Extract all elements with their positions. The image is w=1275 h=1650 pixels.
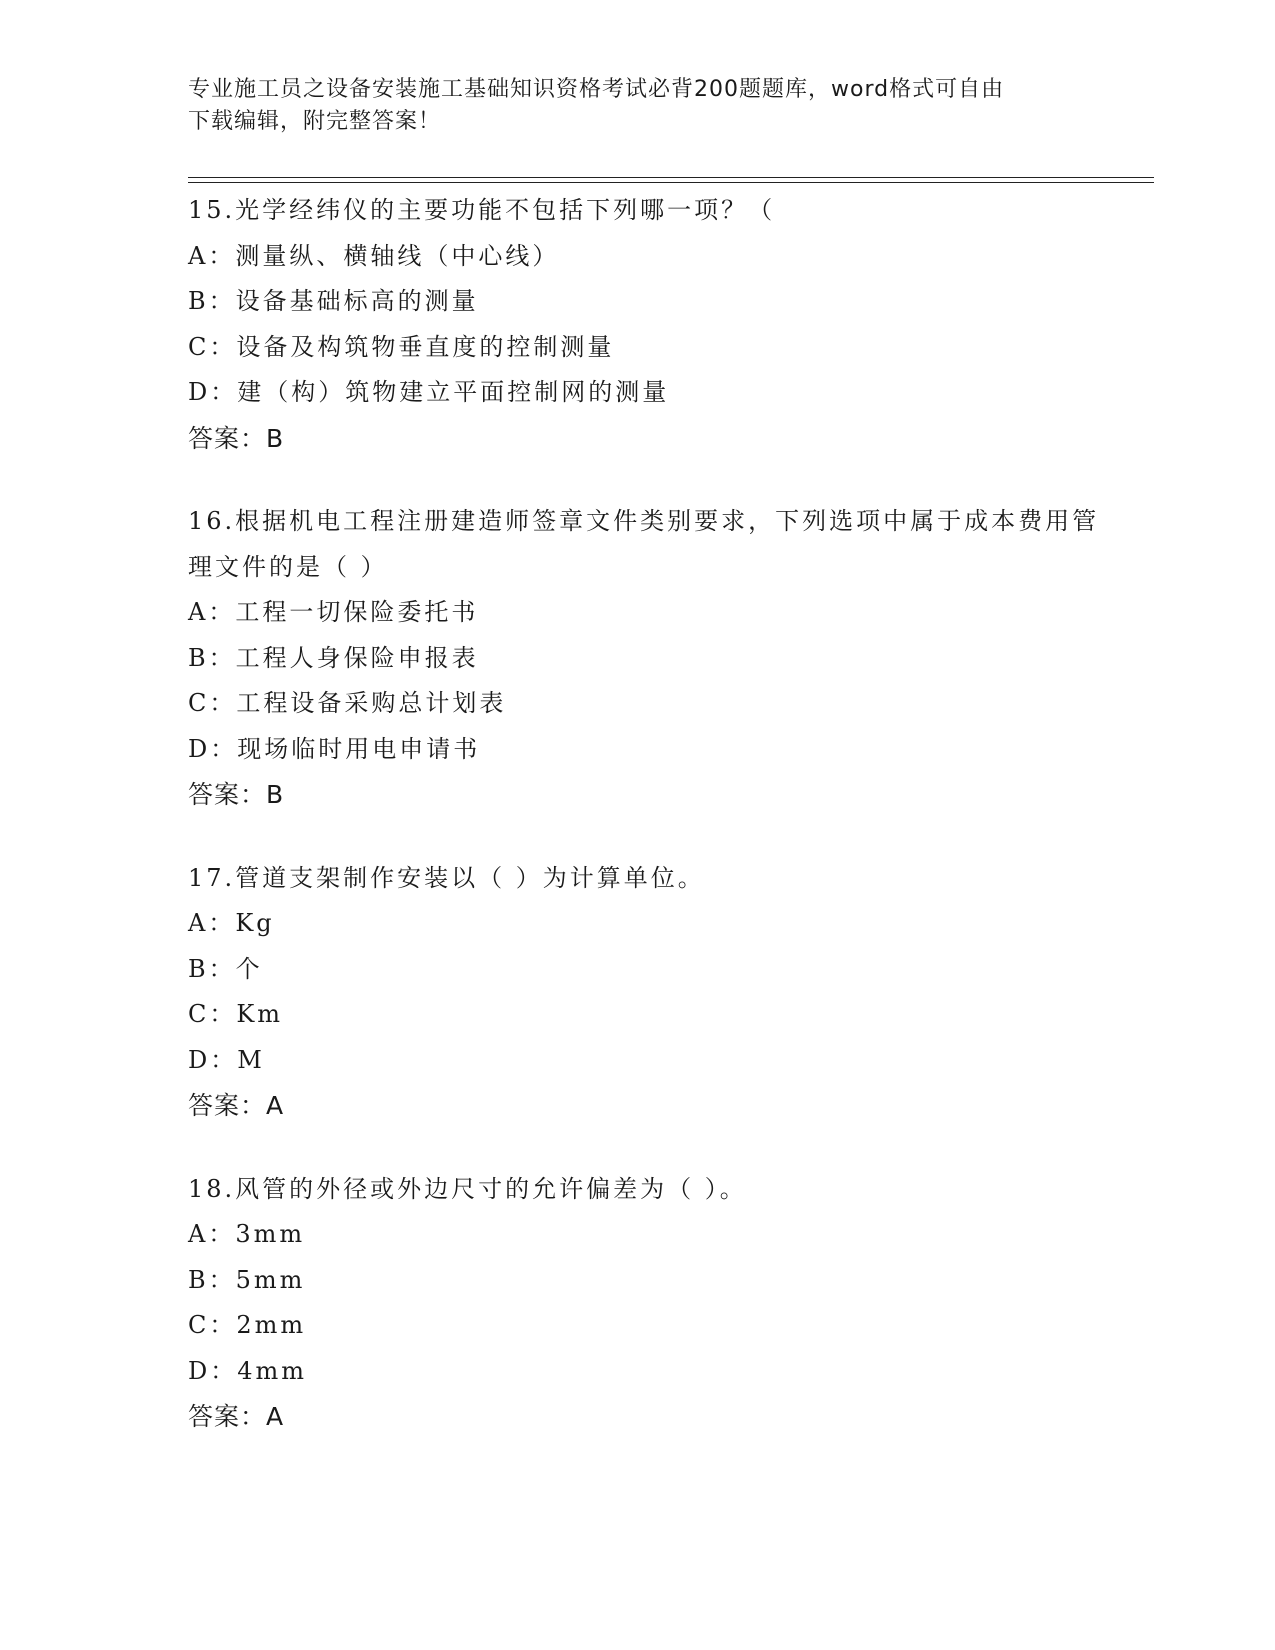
option-d: D：建（构）筑物建立平面控制网的测量	[188, 378, 670, 406]
header-line-2: 下载编辑，附完整答案！	[188, 109, 442, 134]
option-c: C：工程设备采购总计划表	[188, 689, 507, 717]
option-b: B：工程人身保险申报表	[188, 643, 479, 672]
question-list	[188, 188, 1108, 1478]
option-a: A：测量纵、横轴线（中心线）	[188, 241, 560, 270]
option-b: B：5mm	[188, 1265, 306, 1294]
option-c: C：Km	[188, 1000, 284, 1028]
question-title: 17.管道支架制作安装以（ ）为计算单位。	[188, 863, 705, 892]
option-c: C：设备及构筑物垂直度的控制测量	[188, 332, 615, 361]
answer: 答案：A	[188, 1402, 285, 1431]
document-header	[188, 74, 1088, 138]
option-d: D：4mm	[188, 1356, 308, 1385]
option-c: C：2mm	[188, 1311, 307, 1339]
question-18	[188, 1167, 1108, 1440]
option-a: A：Kg	[188, 909, 275, 937]
header-divider-top	[188, 177, 1154, 178]
question-title: 15.光学经纬仪的主要功能不包括下列哪一项？（	[188, 196, 776, 224]
option-b: B：个	[188, 954, 263, 983]
option-d: D：M	[188, 1045, 265, 1074]
option-b: B：设备基础标高的测量	[188, 287, 479, 315]
answer: 答案：B	[188, 780, 285, 809]
question-17	[188, 856, 1108, 1129]
option-a: A：3mm	[188, 1220, 306, 1248]
question-16	[188, 499, 1108, 818]
answer: 答案：A	[188, 1091, 285, 1120]
answer: 答案：B	[188, 423, 285, 453]
question-title: 18.风管的外径或外边尺寸的允许偏差为（ ）。	[188, 1174, 747, 1203]
header-divider-bottom	[188, 182, 1154, 183]
header-line-1: 专业施工员之设备安装施工基础知识资格考试必背200题题库，word格式可自由	[188, 77, 1005, 102]
option-d: D：现场临时用电申请书	[188, 734, 481, 763]
question-title: 16.根据机电工程注册建造师签章文件类别要求，下列选项中属于成本费用管理文件的是（ ）	[188, 507, 1100, 581]
question-15	[188, 188, 1108, 461]
option-a: A：工程一切保险委托书	[188, 598, 479, 626]
